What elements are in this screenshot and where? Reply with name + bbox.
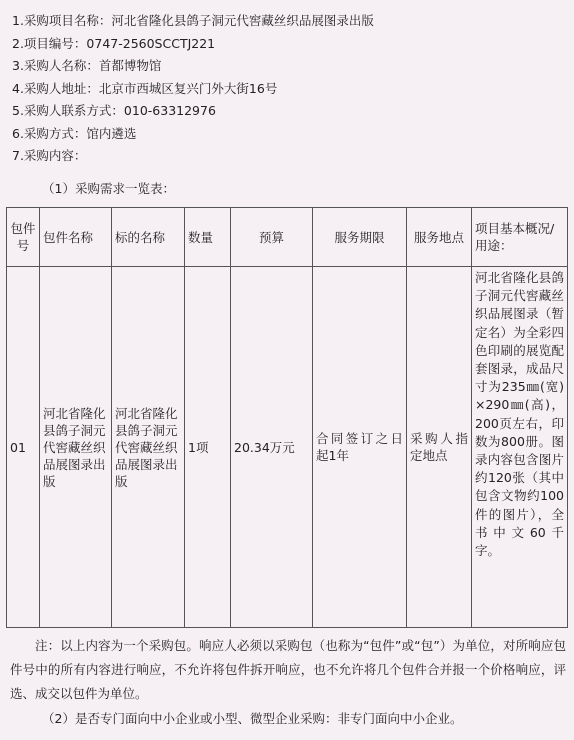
package-note: 注：以上内容为一个采购包。响应人必须以采购包（也称为“包件”或“包”）为单位，对所响应包件号中的所有内容进行响应，不允许将包件拆开响应，也不允许将几个包件合并报一个价格响应，评选、成交以包件为单位。 bbox=[10, 638, 566, 701]
cell-item-name: 河北省隆化县鸽子洞元代窖藏丝织品展图录出版 bbox=[112, 267, 185, 628]
sme-procurement-statement: （2）是否专门面向中小企业或小型、微型企业采购：非专门面向中小企业。 bbox=[42, 711, 463, 726]
cell-description: 河北省隆化县鸽子洞元代窖藏丝织品展图录（暂定名）为全彩四色印刷的展览配套图录，成品尺寸为235㎜(宽)×290㎜(高)，200页左右，印数为800册。图录内容包含图片约120张（其中包含文物约100件的图片），全书中文60千字。 bbox=[472, 267, 568, 628]
cell-package-name: 河北省隆化县鸽子洞元代窖藏丝织品展图录出版 bbox=[40, 267, 112, 628]
cell-service-period: 合同签订之日起1年 bbox=[313, 267, 407, 628]
cell-quantity: 1项 bbox=[185, 267, 231, 628]
header-budget: 预算 bbox=[231, 208, 313, 267]
info-purchaser-contact: 5.采购人联系方式：010-63312976 bbox=[12, 103, 216, 118]
info-purchaser-name: 3.采购人名称：首都博物馆 bbox=[12, 58, 162, 73]
info-procurement-method: 6.采购方式：馆内遴选 bbox=[12, 125, 137, 141]
header-item-name: 标的名称 bbox=[112, 208, 185, 267]
header-package-name: 包件名称 bbox=[40, 208, 112, 267]
info-procurement-content: 7.采购内容： bbox=[12, 148, 87, 163]
info-project-number: 2.项目编号：0747-2560SCCTJ221 bbox=[12, 35, 216, 51]
procurement-requirements-table bbox=[6, 207, 568, 628]
cell-budget: 20.34万元 bbox=[231, 267, 313, 628]
cell-package-no: 01 bbox=[7, 267, 40, 628]
project-info-list bbox=[12, 10, 567, 168]
cell-service-location: 采购人指定地点 bbox=[407, 267, 472, 628]
info-project-name: 1.采购项目名称：河北省隆化县鸽子洞元代窖藏丝织品展图录出版 bbox=[12, 13, 374, 28]
info-purchaser-address: 4.采购人地址：北京市西城区复兴门外大街16号 bbox=[12, 80, 278, 96]
header-package-no: 包件号 bbox=[7, 208, 40, 267]
header-quantity: 数量 bbox=[185, 208, 231, 267]
requirements-list-title: （1）采购需求一览表： bbox=[42, 181, 175, 196]
header-service-location: 服务地点 bbox=[407, 208, 472, 267]
table-row bbox=[7, 267, 568, 628]
table-header-row bbox=[7, 208, 568, 267]
header-service-period: 服务期限 bbox=[313, 208, 407, 267]
header-description: 项目基本概况/用途： bbox=[472, 208, 568, 267]
